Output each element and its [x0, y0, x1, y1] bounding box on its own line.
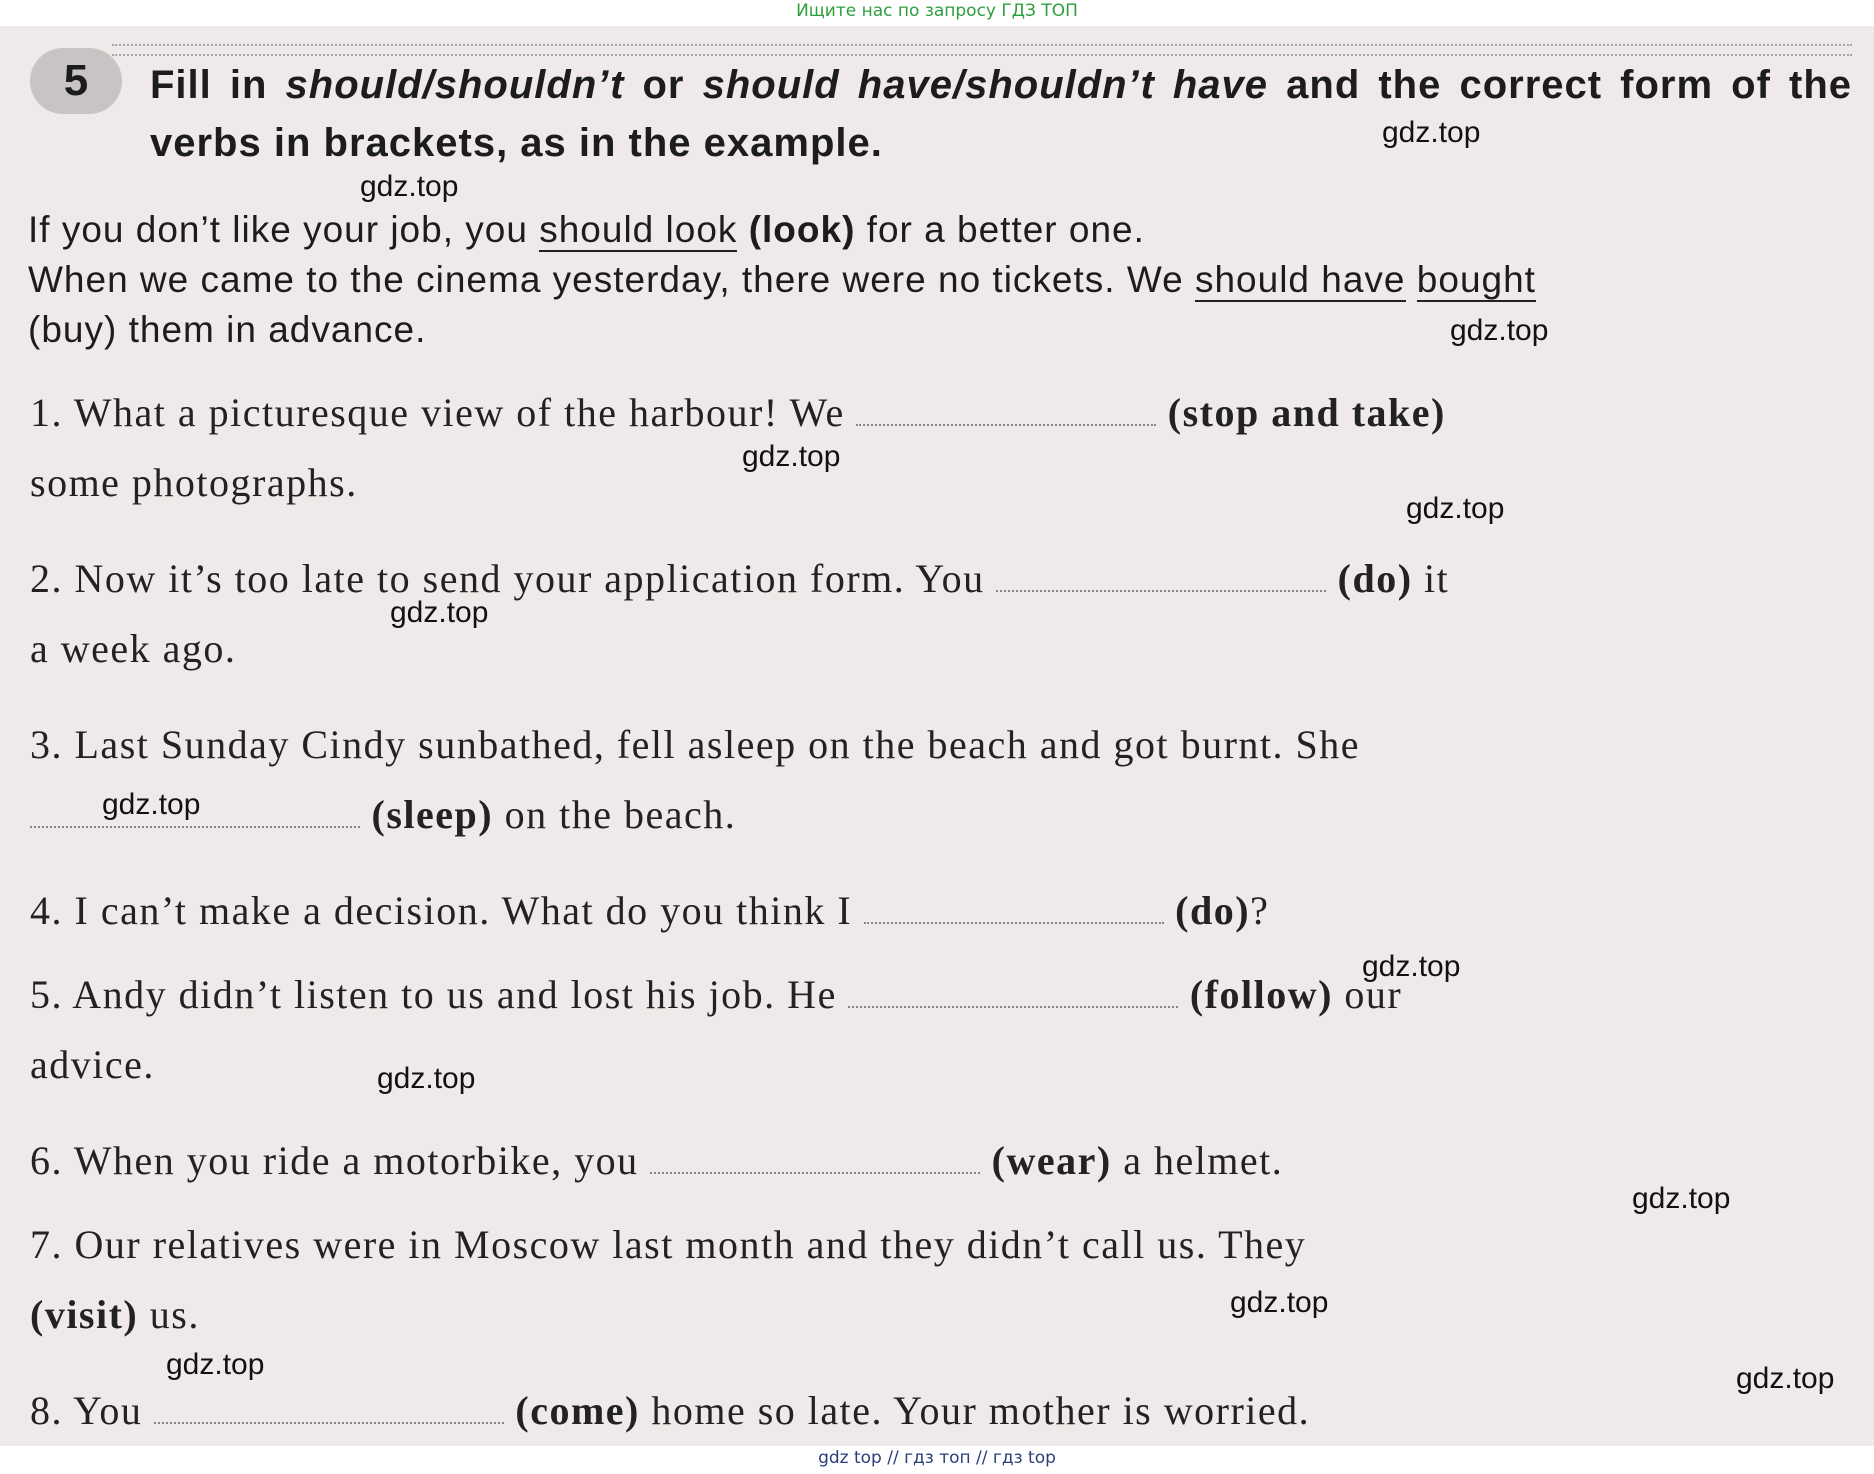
example-line-2: When we came to the cinema yesterday, there were no tickets. We should have bought — [28, 259, 1536, 300]
task-instruction: Fill in should/shouldn’t or should have/shouldn’t have and the correct form of the verbs in brackets, as in the example. — [150, 63, 1853, 165]
exercise-item-7-cont: (visit) us. — [30, 1292, 200, 1337]
answer-gap[interactable] — [154, 1418, 504, 1424]
exercise-item-7: 7. Our relatives were in Moscow last month and they didn’t call us. They — [30, 1222, 1307, 1267]
bottom-banner[interactable]: gdz top // гдз топ // гдз top — [818, 1448, 1056, 1468]
example-line-3: (buy) them in advance. — [28, 309, 427, 350]
watermark: gdz.top — [1230, 1286, 1329, 1319]
top-banner[interactable]: Ищите нас по запросу ГДЗ ТОП — [796, 1, 1078, 21]
textbook-page — [0, 26, 1874, 1446]
watermark: gdz.top — [742, 440, 841, 473]
answer-gap[interactable] — [864, 918, 1164, 924]
watermark: gdz.top — [1632, 1182, 1731, 1215]
exercise-item-2: 2. Now it’s too late to send your application form. You (do) it — [30, 556, 1450, 601]
example-answer: should have — [1194, 259, 1406, 300]
exercise-item-3: 3. Last Sunday Cindy sunbathed, fell asleep on the beach and got burnt. She — [30, 722, 1361, 767]
header-rule — [112, 44, 1852, 56]
exercise-item-5: 5. Andy didn’t listen to us and lost his job. He (follow) our — [30, 972, 1403, 1017]
watermark: gdz.top — [1382, 116, 1481, 149]
exercise-item-6: 6. When you ride a motorbike, you (wear) a helmet. — [30, 1138, 1284, 1183]
example-answer: should look — [539, 209, 738, 250]
exercise-item-3-cont: (sleep) on the beach. — [30, 790, 736, 840]
watermark: gdz.top — [1406, 492, 1505, 525]
watermark: gdz.top — [166, 1348, 265, 1381]
exercise-item-1-cont: some photographs. — [30, 460, 358, 505]
answer-gap[interactable] — [848, 1002, 1178, 1008]
example-line-1: If you don’t like your job, you should look (look) for a better one. — [28, 209, 1145, 250]
watermark: gdz.top — [390, 596, 489, 629]
exercise-item-5-cont: advice. — [30, 1042, 155, 1087]
watermark: gdz.top — [1450, 314, 1549, 347]
exercise-item-8: 8. You (come) home so late. Your mother is worried. — [30, 1388, 1311, 1433]
watermark: gdz.top — [102, 788, 201, 821]
watermark: gdz.top — [1362, 950, 1461, 983]
watermark: gdz.top — [377, 1062, 476, 1095]
answer-gap[interactable] — [856, 420, 1156, 426]
task-number-badge: 5 — [30, 48, 122, 114]
answer-gap[interactable] — [30, 822, 360, 828]
exercise-item-1: 1. What a picturesque view of the harbour! We (stop and take) — [30, 390, 1446, 435]
example-answer: bought — [1416, 259, 1536, 300]
answer-gap[interactable] — [996, 586, 1326, 592]
answer-gap[interactable] — [650, 1168, 980, 1174]
watermark: gdz.top — [360, 170, 459, 203]
exercise-item-4: 4. I can’t make a decision. What do you think I (do)? — [30, 888, 1270, 933]
watermark: gdz.top — [1736, 1362, 1835, 1395]
exercise-item-2-cont: a week ago. — [30, 626, 237, 671]
